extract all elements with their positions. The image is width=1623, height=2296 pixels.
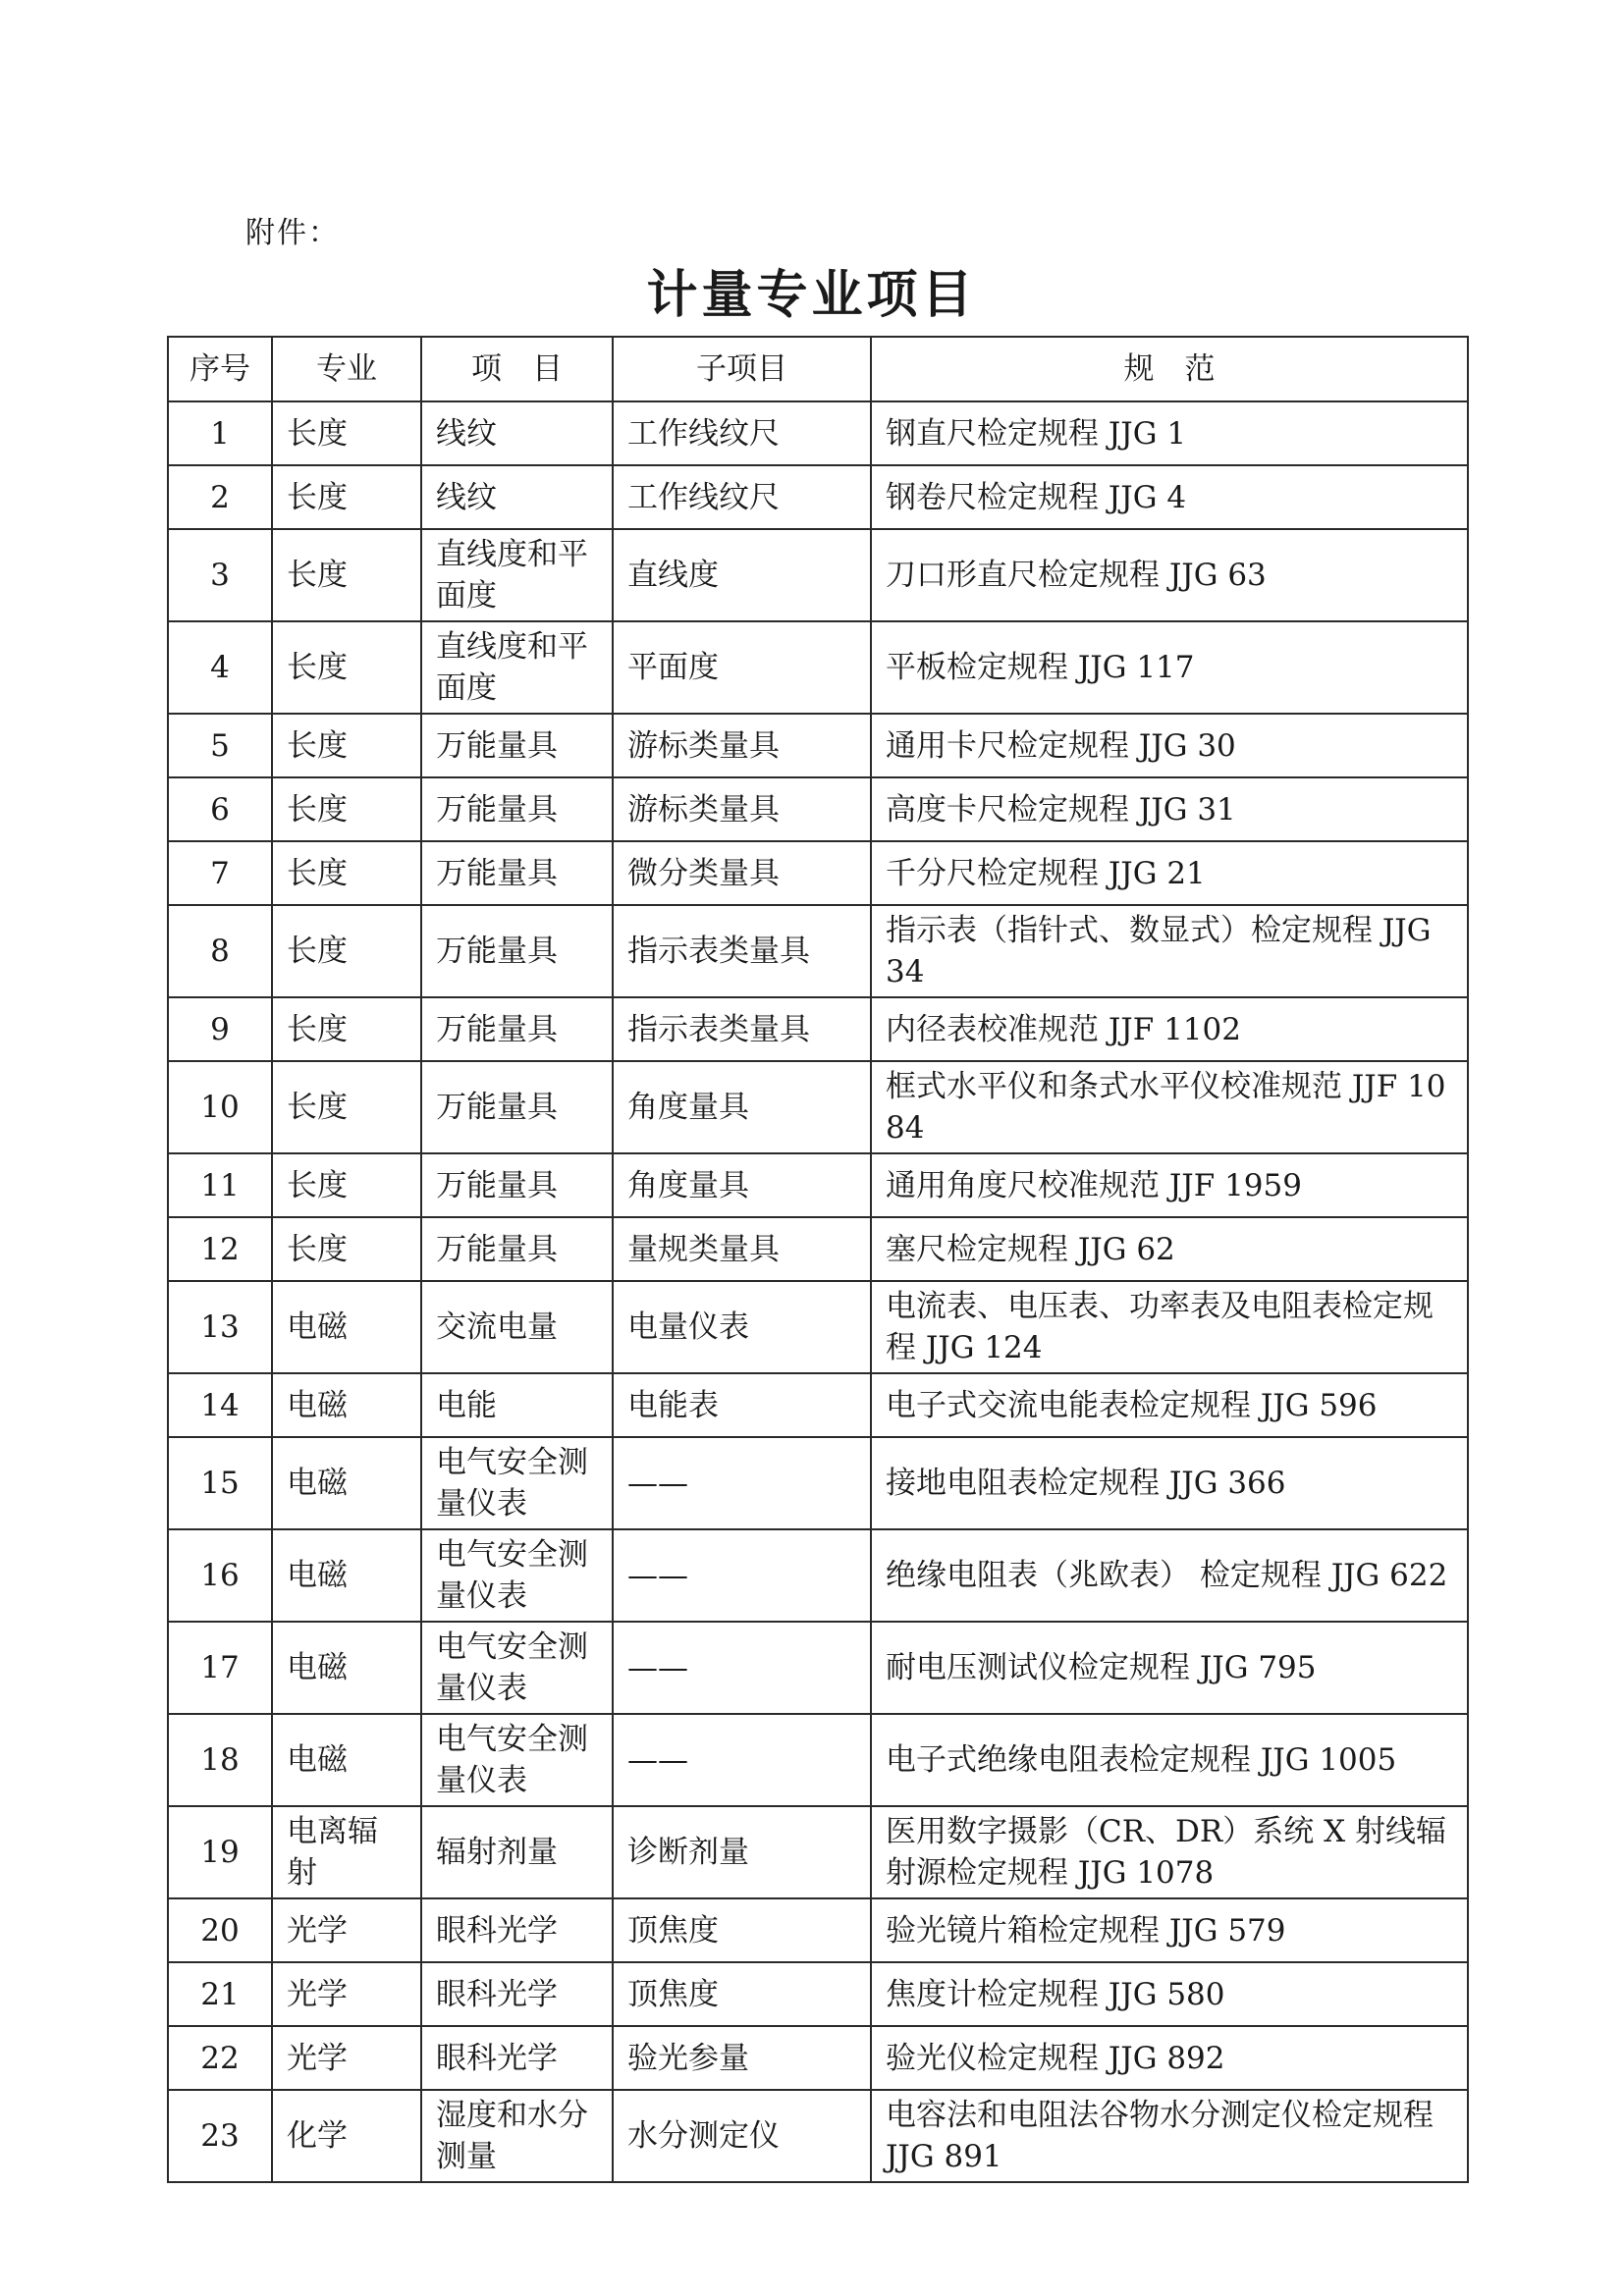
cell-no: 7 [168, 841, 272, 905]
table-row [168, 997, 1468, 1061]
cell-spec: 框式水平仪和条式水平仪校准规范 JJF 1084 [871, 1061, 1468, 1153]
cell-no: 23 [168, 2090, 272, 2182]
cell-subitem: 工作线纹尺 [613, 401, 871, 465]
cell-major: 电磁 [272, 1529, 421, 1622]
attachment-label: 附件： [245, 216, 340, 250]
table-row [168, 1714, 1468, 1806]
table-row [168, 841, 1468, 905]
cell-item: 电气安全测量仪表 [421, 1622, 613, 1714]
cell-no: 19 [168, 1806, 272, 1898]
table-row [168, 1281, 1468, 1373]
cell-major: 光学 [272, 2026, 421, 2090]
cell-spec: 内径表校准规范 JJF 1102 [871, 997, 1468, 1061]
cell-item: 电气安全测量仪表 [421, 1714, 613, 1806]
table-row [168, 1898, 1468, 1962]
cell-major: 长度 [272, 905, 421, 997]
cell-subitem: 角度量具 [613, 1153, 871, 1217]
cell-subitem: 电能表 [613, 1373, 871, 1437]
cell-spec: 电子式交流电能表检定规程 JJG 596 [871, 1373, 1468, 1437]
cell-spec: 验光镜片箱检定规程 JJG 579 [871, 1898, 1468, 1962]
cell-major: 长度 [272, 465, 421, 529]
cell-spec: 塞尺检定规程 JJG 62 [871, 1217, 1468, 1281]
header-item: 项 目 [421, 337, 613, 401]
cell-subitem: 顶焦度 [613, 1898, 871, 1962]
table-row [168, 1437, 1468, 1529]
cell-item: 眼科光学 [421, 1962, 613, 2026]
cell-subitem: 电量仪表 [613, 1281, 871, 1373]
header-spec: 规 范 [871, 337, 1468, 401]
cell-subitem: 验光参量 [613, 2026, 871, 2090]
cell-no: 1 [168, 401, 272, 465]
table-row [168, 1217, 1468, 1281]
cell-item: 万能量具 [421, 997, 613, 1061]
cell-spec: 电容法和电阻法谷物水分测定仪检定规程 JJG 891 [871, 2090, 1468, 2182]
table-row [168, 777, 1468, 841]
table-row [168, 1962, 1468, 2026]
cell-no: 4 [168, 621, 272, 714]
cell-major: 电磁 [272, 1714, 421, 1806]
cell-spec: 耐电压测试仪检定规程 JJG 795 [871, 1622, 1468, 1714]
cell-major: 长度 [272, 621, 421, 714]
cell-subitem: —— [613, 1529, 871, 1622]
cell-no: 22 [168, 2026, 272, 2090]
cell-item: 湿度和水分测量 [421, 2090, 613, 2182]
cell-no: 18 [168, 1714, 272, 1806]
table-row [168, 1806, 1468, 1898]
table-row [168, 401, 1468, 465]
cell-spec: 指示表（指针式、数显式）检定规程 JJG 34 [871, 905, 1468, 997]
cell-no: 17 [168, 1622, 272, 1714]
cell-spec: 千分尺检定规程 JJG 21 [871, 841, 1468, 905]
cell-item: 电气安全测量仪表 [421, 1529, 613, 1622]
cell-spec: 电流表、电压表、功率表及电阻表检定规程 JJG 124 [871, 1281, 1468, 1373]
cell-no: 13 [168, 1281, 272, 1373]
table-header-row [168, 337, 1468, 401]
cell-subitem: —— [613, 1714, 871, 1806]
cell-no: 15 [168, 1437, 272, 1529]
cell-no: 10 [168, 1061, 272, 1153]
header-subitem: 子项目 [613, 337, 871, 401]
cell-subitem: 诊断剂量 [613, 1806, 871, 1898]
cell-spec: 高度卡尺检定规程 JJG 31 [871, 777, 1468, 841]
cell-item: 万能量具 [421, 1061, 613, 1153]
cell-subitem: 顶焦度 [613, 1962, 871, 2026]
cell-no: 11 [168, 1153, 272, 1217]
cell-no: 8 [168, 905, 272, 997]
cell-no: 3 [168, 529, 272, 621]
cell-item: 万能量具 [421, 777, 613, 841]
table-row [168, 529, 1468, 621]
table-row [168, 1061, 1468, 1153]
cell-major: 光学 [272, 1898, 421, 1962]
cell-no: 5 [168, 714, 272, 777]
cell-subitem: 工作线纹尺 [613, 465, 871, 529]
cell-subitem: 指示表类量具 [613, 905, 871, 997]
cell-subitem: 直线度 [613, 529, 871, 621]
cell-subitem: 游标类量具 [613, 714, 871, 777]
cell-subitem: —— [613, 1622, 871, 1714]
cell-subitem: 量规类量具 [613, 1217, 871, 1281]
cell-major: 电磁 [272, 1622, 421, 1714]
header-no: 序号 [168, 337, 272, 401]
cell-item: 直线度和平面度 [421, 529, 613, 621]
cell-major: 长度 [272, 529, 421, 621]
cell-spec: 焦度计检定规程 JJG 580 [871, 1962, 1468, 2026]
cell-item: 线纹 [421, 465, 613, 529]
cell-spec: 钢直尺检定规程 JJG 1 [871, 401, 1468, 465]
cell-major: 电磁 [272, 1437, 421, 1529]
cell-subitem: 游标类量具 [613, 777, 871, 841]
table-row [168, 2026, 1468, 2090]
header-major: 专业 [272, 337, 421, 401]
cell-item: 万能量具 [421, 1153, 613, 1217]
table-row [168, 1153, 1468, 1217]
cell-item: 直线度和平面度 [421, 621, 613, 714]
cell-major: 长度 [272, 714, 421, 777]
table-row [168, 1373, 1468, 1437]
cell-subitem: —— [613, 1437, 871, 1529]
cell-no: 16 [168, 1529, 272, 1622]
cell-spec: 通用卡尺检定规程 JJG 30 [871, 714, 1468, 777]
cell-major: 长度 [272, 997, 421, 1061]
table-row [168, 1529, 1468, 1622]
table-row [168, 621, 1468, 714]
cell-subitem: 水分测定仪 [613, 2090, 871, 2182]
cell-item: 万能量具 [421, 714, 613, 777]
cell-major: 电磁 [272, 1281, 421, 1373]
cell-item: 交流电量 [421, 1281, 613, 1373]
cell-major: 化学 [272, 2090, 421, 2182]
cell-item: 电能 [421, 1373, 613, 1437]
cell-item: 电气安全测量仪表 [421, 1437, 613, 1529]
cell-spec: 通用角度尺校准规范 JJF 1959 [871, 1153, 1468, 1217]
cell-major: 光学 [272, 1962, 421, 2026]
table-row [168, 905, 1468, 997]
project-table [167, 336, 1469, 2183]
cell-subitem: 指示表类量具 [613, 997, 871, 1061]
cell-item: 万能量具 [421, 1217, 613, 1281]
cell-major: 长度 [272, 1061, 421, 1153]
cell-spec: 医用数字摄影（CR、DR）系统 X 射线辐射源检定规程 JJG 1078 [871, 1806, 1468, 1898]
cell-major: 长度 [272, 777, 421, 841]
cell-spec: 接地电阻表检定规程 JJG 366 [871, 1437, 1468, 1529]
cell-no: 9 [168, 997, 272, 1061]
cell-spec: 验光仪检定规程 JJG 892 [871, 2026, 1468, 2090]
cell-major: 长度 [272, 1217, 421, 1281]
table-row [168, 465, 1468, 529]
cell-spec: 平板检定规程 JJG 117 [871, 621, 1468, 714]
table-row [168, 2090, 1468, 2182]
cell-subitem: 平面度 [613, 621, 871, 714]
cell-no: 14 [168, 1373, 272, 1437]
cell-spec: 刀口形直尺检定规程 JJG 63 [871, 529, 1468, 621]
cell-item: 眼科光学 [421, 2026, 613, 2090]
table-row [168, 714, 1468, 777]
cell-major: 电磁 [272, 1373, 421, 1437]
cell-spec: 绝缘电阻表（兆欧表） 检定规程 JJG 622 [871, 1529, 1468, 1622]
cell-item: 眼科光学 [421, 1898, 613, 1962]
cell-no: 2 [168, 465, 272, 529]
cell-subitem: 角度量具 [613, 1061, 871, 1153]
cell-item: 辐射剂量 [421, 1806, 613, 1898]
cell-item: 万能量具 [421, 905, 613, 997]
cell-item: 万能量具 [421, 841, 613, 905]
cell-no: 6 [168, 777, 272, 841]
cell-major: 长度 [272, 841, 421, 905]
cell-spec: 电子式绝缘电阻表检定规程 JJG 1005 [871, 1714, 1468, 1806]
cell-major: 电离辐射 [272, 1806, 421, 1898]
cell-no: 12 [168, 1217, 272, 1281]
table-row [168, 1622, 1468, 1714]
cell-spec: 钢卷尺检定规程 JJG 4 [871, 465, 1468, 529]
cell-subitem: 微分类量具 [613, 841, 871, 905]
cell-major: 长度 [272, 1153, 421, 1217]
cell-no: 21 [168, 1962, 272, 2026]
cell-no: 20 [168, 1898, 272, 1962]
cell-major: 长度 [272, 401, 421, 465]
cell-item: 线纹 [421, 401, 613, 465]
page-title: 计量专业项目 [646, 266, 977, 325]
